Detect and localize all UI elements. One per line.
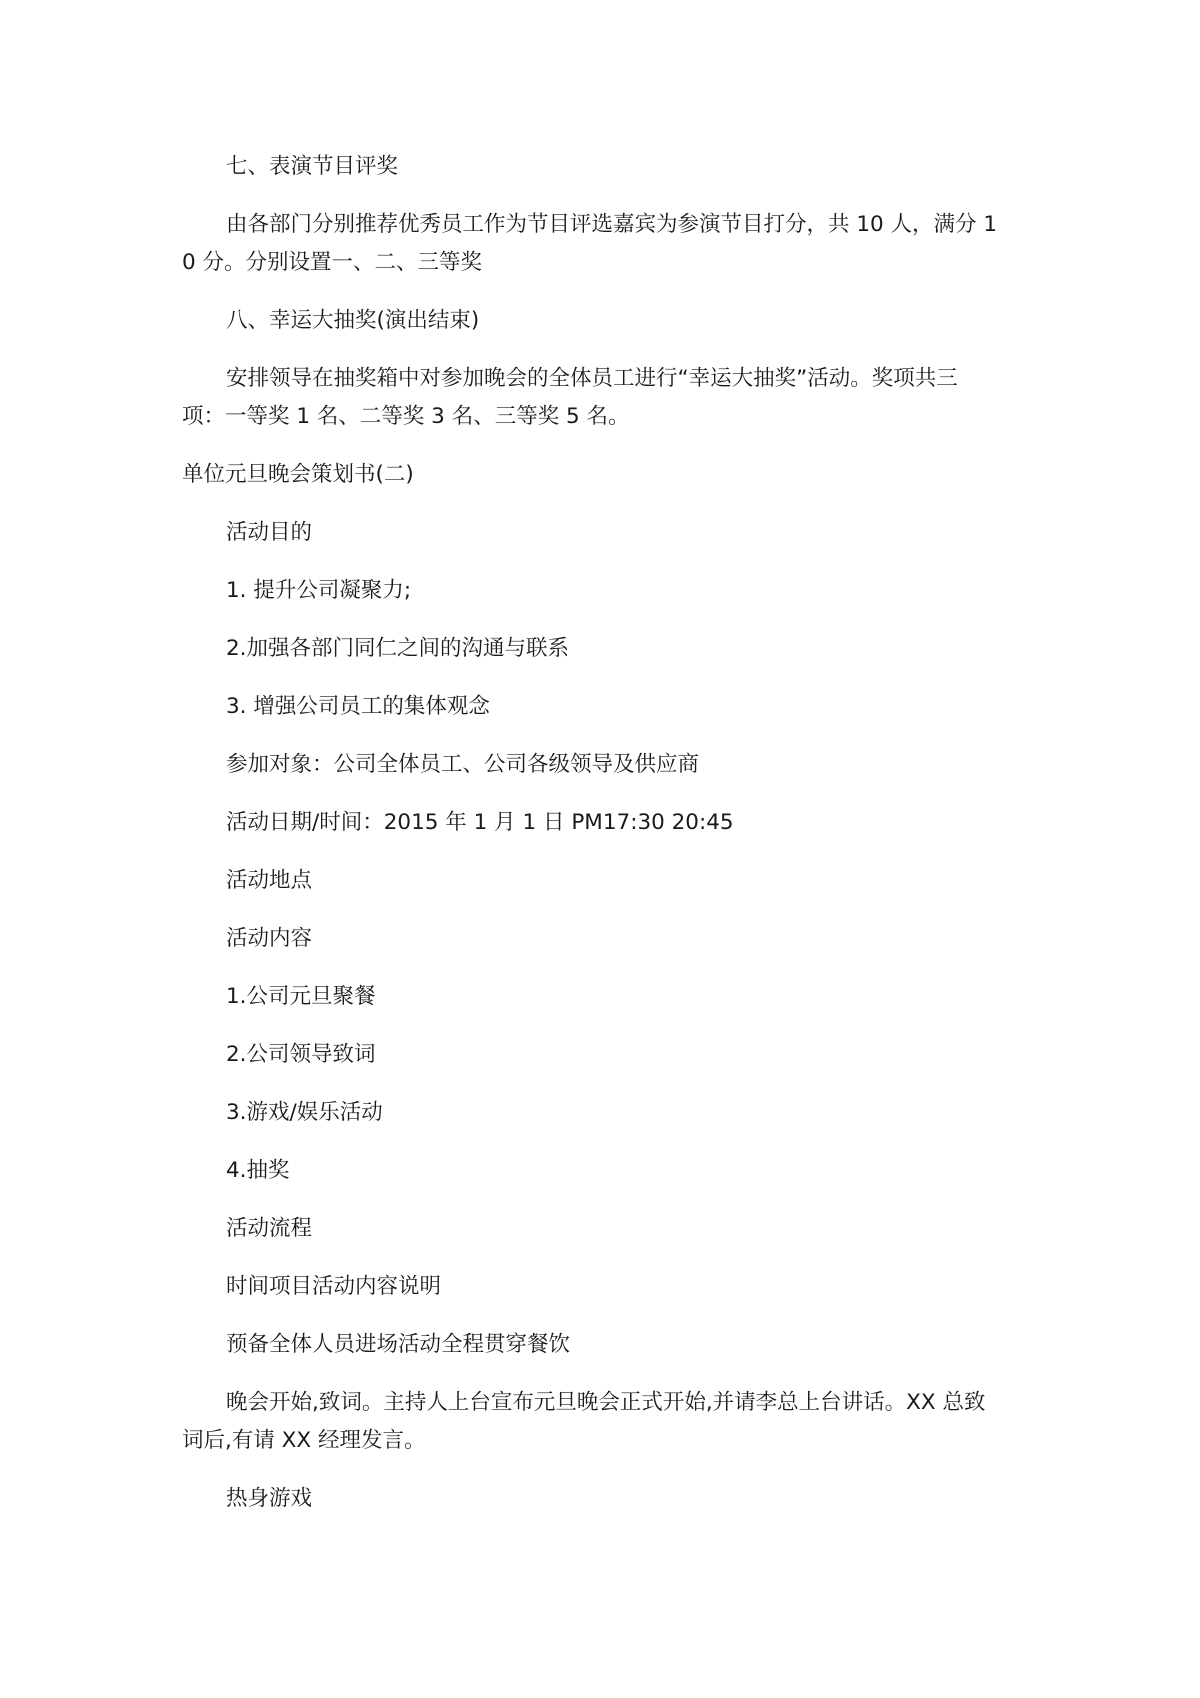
body-paragraph: 预备全体人员进场活动全程贯穿餐饮 (226, 1332, 571, 1357)
body-paragraph: 1.公司元旦聚餐 (226, 984, 376, 1009)
document-body (182, 148, 1000, 1518)
body-paragraph: 七、表演节目评奖 (226, 154, 399, 179)
section-heading: 单位元旦晚会策划书(二) (182, 462, 414, 487)
body-paragraph: 3.游戏/娱乐活动 (226, 1100, 383, 1125)
body-paragraph: 4.抽奖 (226, 1158, 290, 1183)
body-paragraph: 活动流程 (226, 1216, 313, 1241)
body-paragraph: 活动目的 (226, 520, 313, 545)
body-paragraph: 2.公司领导致词 (226, 1042, 376, 1067)
body-paragraph: 活动地点 (226, 868, 313, 893)
body-paragraph: 晚会开始,致词。主持人上台宣布元旦晚会正式开始,并请李总上台讲话。XX 总致词后,有请 XX 经理发言。 (182, 1390, 986, 1453)
body-paragraph: 活动日期/时间：2015 年 1 月 1 日 PM17:30 20:45 (226, 810, 734, 835)
body-paragraph: 1. 提升公司凝聚力; (226, 578, 412, 603)
body-paragraph: 八、幸运大抽奖(演出结束) (226, 308, 480, 333)
body-paragraph: 安排领导在抽奖箱中对参加晚会的全体员工进行“幸运大抽奖”活动。奖项共三项：一等奖 1 名、二等奖 3 名、三等奖 5 名。 (182, 366, 958, 429)
body-paragraph: 3. 增强公司员工的集体观念 (226, 694, 490, 719)
body-paragraph: 时间项目活动内容说明 (226, 1274, 442, 1299)
body-paragraph: 由各部门分别推荐优秀员工作为节目评选嘉宾为参演节目打分，共 10 人，满分 10 分。分别设置一、二、三等奖 (182, 212, 998, 275)
body-paragraph: 热身游戏 (226, 1486, 313, 1511)
body-paragraph: 2.加强各部门同仁之间的沟通与联系 (226, 636, 570, 661)
body-paragraph: 参加对象：公司全体员工、公司各级领导及供应商 (226, 752, 700, 777)
body-paragraph: 活动内容 (226, 926, 313, 951)
